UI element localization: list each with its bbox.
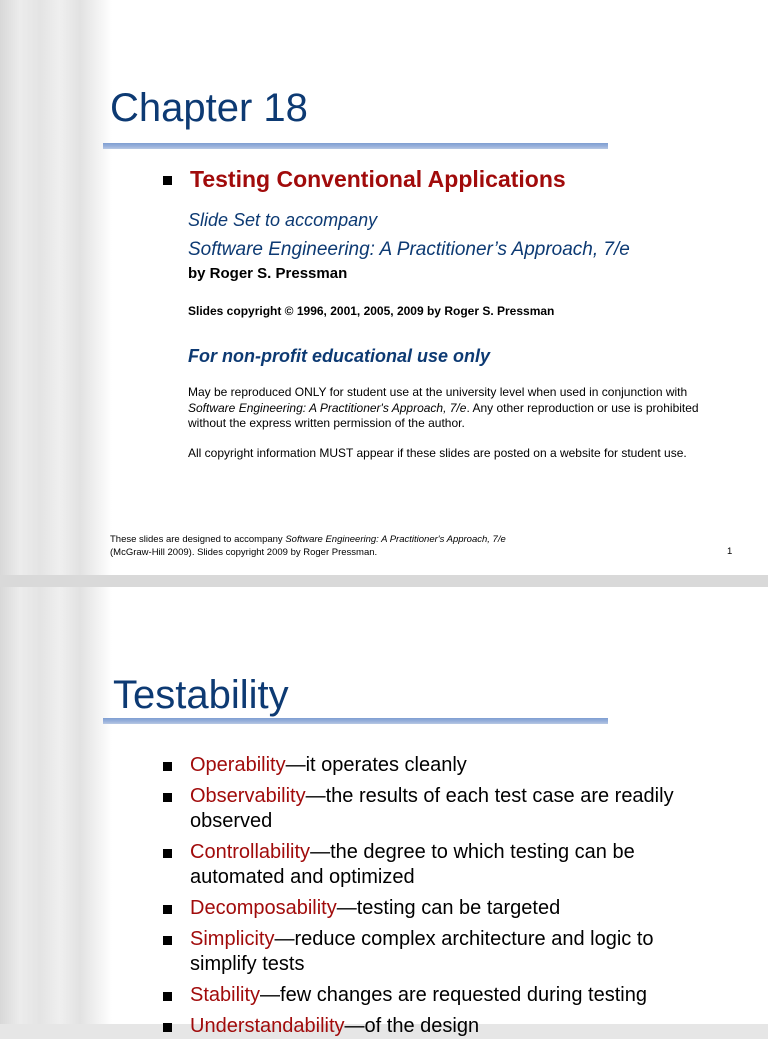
slide-set-label: Slide Set to accompany (188, 210, 378, 230)
slide-separator (0, 575, 768, 587)
reproduction-text-1: May be reproduced ONLY for student use at the university level when used in conjunction with (188, 385, 688, 399)
list-item-term: Understandability (190, 1015, 345, 1037)
list-item (190, 927, 720, 977)
list-item-desc: —the results of each test case are readily observed (190, 785, 674, 832)
book-title: Software Engineering: A Practitioner’s Approach, 7/e (188, 239, 630, 260)
reproduction-notice (188, 385, 703, 432)
footer-book-title: Software Engineering: A Practitioner's Approach, 7/e (285, 534, 506, 545)
title-underline (103, 143, 608, 149)
nonprofit-notice: For non-profit educational use only (188, 346, 491, 366)
slide-heading: Testing Conventional Applications (190, 166, 566, 192)
list-item (190, 753, 720, 778)
page-number: 1 (727, 546, 733, 557)
list-item-desc: —few changes are requested during testing (260, 984, 647, 1006)
slide-title: Chapter 18 (110, 86, 308, 130)
bullet-icon (163, 762, 172, 771)
bullet-icon (163, 849, 172, 858)
list-item-desc: —testing can be targeted (336, 897, 561, 919)
list-item (190, 840, 720, 890)
bullet-icon (163, 992, 172, 1001)
copyright-line: Slides copyright © 1996, 2001, 2005, 2009 by Roger S. Pressman (188, 304, 555, 318)
bullet-icon (163, 793, 172, 802)
bullet-icon (163, 176, 172, 185)
website-notice: All copyright information MUST appear if these slides are posted on a website for student use. (188, 446, 687, 460)
list-item-term: Stability (190, 984, 261, 1006)
list-item (190, 1014, 720, 1039)
list-item-desc: —the degree to which testing can be automated and optimized (190, 841, 635, 888)
reproduction-text-2: . Any other reproduction or use is prohibited without the express written permission of the author. (188, 400, 699, 430)
list-item-desc: —it operates cleanly (285, 754, 467, 776)
list-item (190, 983, 720, 1008)
list-item-desc: —reduce complex architecture and logic to simplify tests (190, 928, 654, 975)
list-item-term: Observability (190, 785, 306, 807)
bullet-icon (163, 936, 172, 945)
reproduction-book-title: Software Engineering: A Practitioner's Approach, 7/e (188, 400, 467, 415)
bullet-icon (163, 1023, 172, 1032)
slide-2 (0, 587, 768, 1037)
list-item-desc: —of the design (344, 1015, 480, 1037)
list-item (190, 896, 720, 921)
author-line: by Roger S. Pressman (188, 265, 348, 282)
slide-footer (110, 533, 580, 559)
footer-text-1: These slides are designed to accompany (110, 534, 286, 545)
bullet-icon (163, 905, 172, 914)
list-item-term: Operability (190, 754, 286, 776)
list-item-term: Simplicity (190, 928, 275, 950)
footer-text-2: (McGraw-Hill 2009). Slides copyright 2009 by Roger Pressman. (110, 547, 378, 558)
title-underline (103, 718, 608, 724)
list-item-term: Controllability (190, 841, 311, 863)
slide-title: Testability (113, 673, 289, 717)
list-item-term: Decomposability (190, 897, 337, 919)
list-item (190, 784, 720, 834)
